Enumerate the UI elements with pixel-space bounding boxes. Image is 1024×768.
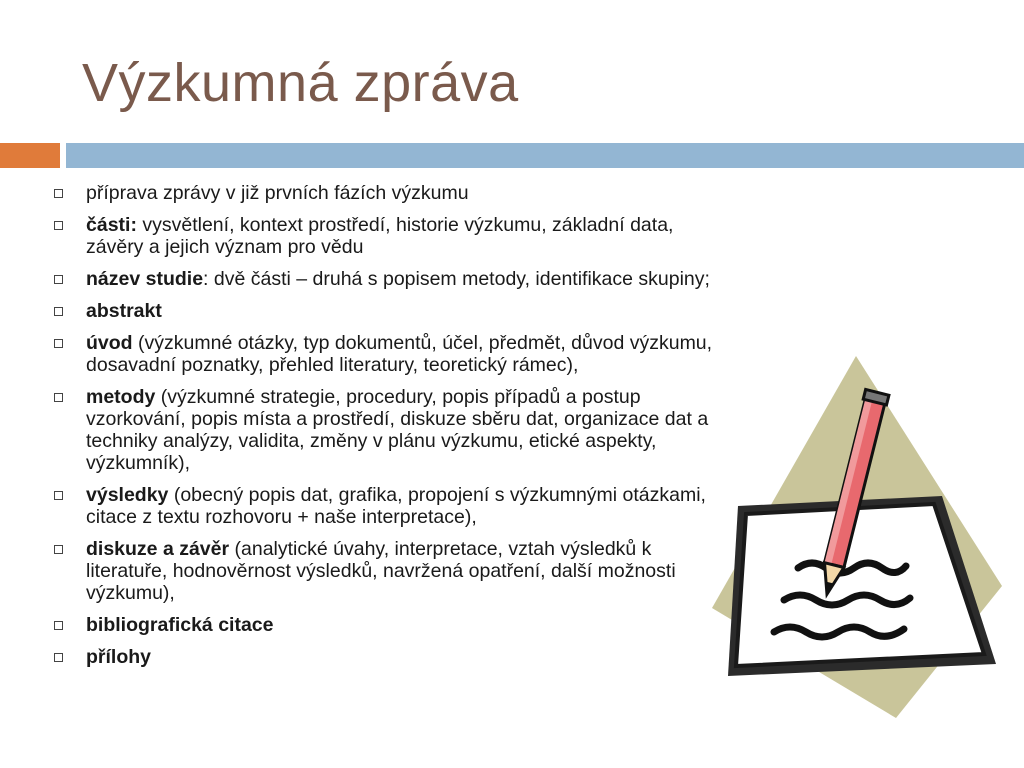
bullet-bold: části: (86, 214, 137, 236)
bullet-square-icon (54, 545, 63, 554)
bullet-text: vysvětlení, kontext prostředí, historie výzkumu, základní data, závěry a jejich význam pro vědu (86, 214, 674, 258)
bullet-text: (analytické úvahy, interpretace, vztah výsledků k literatuře, hodnověrnost výsledků, navržená opatření, další možnosti výzkumu), (86, 538, 676, 604)
bullet-item (52, 484, 732, 528)
bullet-item (52, 268, 732, 290)
bullet-square-icon (54, 307, 63, 316)
bullet-square-icon (54, 339, 63, 348)
bullet-text: (obecný popis dat, grafika, propojení s výzkumnými otázkami, citace z textu rozhovoru + naše interpretace), (86, 484, 706, 528)
bullet-item (52, 214, 732, 258)
bullet-item (52, 300, 732, 322)
bullet-bold: úvod (86, 332, 133, 354)
accent-bar-blue (66, 143, 1024, 168)
bullet-square-icon (54, 189, 63, 198)
bullet-text: : dvě části – druhá s popisem metody, identifikace skupiny; (203, 268, 710, 290)
bullet-square-icon (54, 621, 63, 630)
bullet-square-icon (54, 275, 63, 284)
bullet-square-icon (54, 221, 63, 230)
pencil-writing-on-paper-icon (706, 346, 1006, 722)
bullet-square-icon (54, 491, 63, 500)
bullet-bold: výsledky (86, 484, 169, 506)
bullet-bold: bibliografická citace (86, 614, 274, 636)
bullet-item (52, 332, 732, 376)
bullet-item (52, 614, 732, 636)
bullet-bold: název studie (86, 268, 204, 290)
bullet-text: (výzkumné otázky, typ dokumentů, účel, předmět, důvod výzkumu, dosavadní poznatky, přehled literatury, teoretický rámec), (86, 332, 713, 376)
bullet-bold: abstrakt (86, 300, 162, 322)
bullet-item (52, 538, 732, 604)
accent-bar-orange (0, 143, 60, 168)
bullet-list (52, 182, 732, 678)
bullet-text: (výzkumné strategie, procedury, popis případů a postup vzorkování, popis místa a prostředí, diskuze sběru dat, organizace dat a techniky analýzy, validita, změny v plánu výzkumu, etické aspekty, výzkumník), (86, 386, 709, 474)
bullet-item (52, 386, 732, 474)
bullet-square-icon (54, 393, 63, 402)
bullet-item (52, 182, 732, 204)
bullet-item (52, 646, 732, 668)
bullet-text: příprava zprávy v již prvních fázích výzkumu (86, 182, 469, 204)
slide-title: Výzkumná zpráva (82, 53, 519, 113)
bullet-bold: metody (86, 386, 156, 408)
bullet-square-icon (54, 653, 63, 662)
bullet-bold: přílohy (86, 646, 152, 668)
bullet-bold: diskuze a závěr (86, 538, 230, 560)
